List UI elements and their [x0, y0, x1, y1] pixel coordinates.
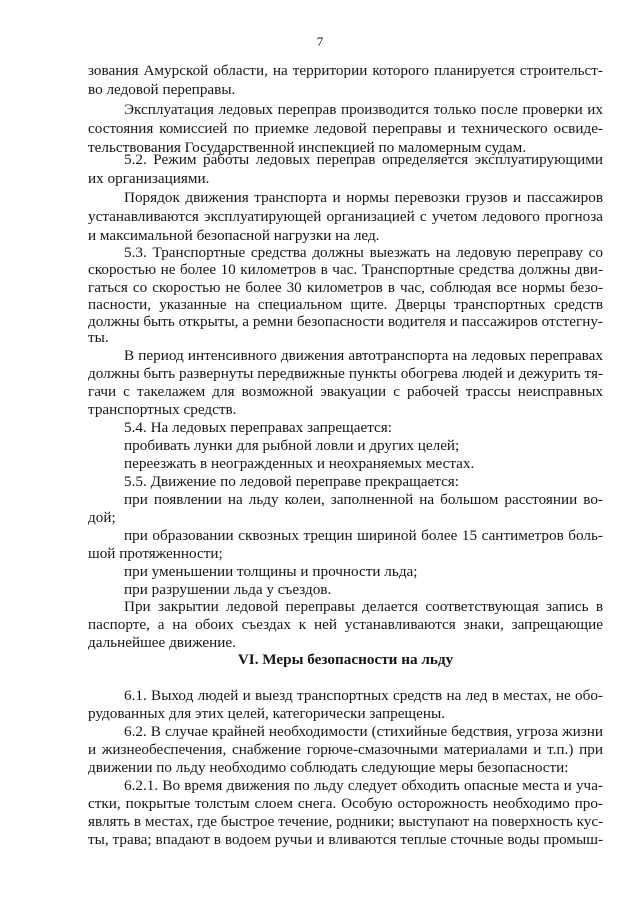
text-line: стки, покрытые толстым слоем снега. Особую осторожность необходимо про- [88, 795, 603, 812]
text-line: 5.5. Движение по ледовой переправе прекращается: [124, 473, 460, 490]
text-line: при уменьшении толщины и прочности льда; [124, 563, 418, 580]
text-line: и максимальной безопасной нагрузки на лед. [88, 227, 380, 244]
text-line: В период интенсивного движения автотранспорта на ледовых переправах [124, 347, 603, 364]
text-line: рудованных для этих целей, категорически запрещены. [88, 705, 445, 722]
text-line: состояния комиссией по приемке ледовой переправы и технического освиде- [88, 120, 603, 137]
section-heading: VI. Меры безопасности на льду [237, 651, 454, 668]
text-line: гаться со скоростью не более 30 километров в час, соблюдая все нормы безо- [88, 279, 603, 296]
text-line: при разрушении льда у съездов. [124, 581, 332, 598]
text-line: при образовании сквозных трещин шириной более 15 сантиметров боль- [124, 527, 603, 544]
text-line: Эксплуатация ледовых переправ производится только после проверки их [124, 101, 603, 118]
text-line: гачи с такелажем для возможной эвакуации с рабочей трассы неисправных [88, 383, 603, 400]
text-line: При закрытии ледовой переправы делается соответствующая запись в [124, 598, 603, 615]
text-line: при появлении на льду колеи, заполненной на большом расстоянии во- [124, 491, 603, 508]
text-line: транспортных средств. [88, 401, 237, 418]
text-line: их организациями. [88, 170, 210, 187]
text-line: дальнейшее движение. [88, 634, 236, 651]
text-line: 6.2. В случае крайней необходимости (стихийные бедствия, угроза жизни [124, 723, 603, 740]
text-line: являть в местах, где быстрое течение, родники; выступают на поверхность кус- [88, 813, 604, 830]
text-line: ты, трава; впадают в водоем ручьи и вливаются теплые сточные воды промыш- [88, 831, 603, 848]
text-line: зования Амурской области, на территории которого планируется строительст- [88, 62, 603, 79]
text-line: тельствования Государственной инспекцией по маломерным судам. [88, 139, 526, 156]
text-line: пасности, указанные на специальном щите. Дверцы транспортных средств [88, 296, 603, 313]
text-line: дой; [88, 509, 116, 526]
text-line: 6.2.1. Во время движения по льду следует обходить опасные места и уча- [124, 777, 603, 794]
text-line: должны быть открыты, а ремни безопасности водителя и пассажиров отстегну- [88, 313, 603, 330]
text-line: паспорте, а на обоих съездах к ней устанавливаются знаки, запрещающие [88, 616, 603, 633]
text-line: Порядок движения транспорта и нормы перевозки грузов и пассажиров [124, 189, 603, 206]
text-line: ты. [88, 329, 109, 346]
page-number: 7 [316, 34, 324, 49]
text-line: во ледовой переправы. [88, 81, 236, 98]
text-line: скоростью не более 10 километров в час. Транспортные средства должны дви- [88, 261, 603, 278]
text-line: и жизнеобеспечения, снабжение горюче-смазочными материалами и т.п.) при [88, 741, 603, 758]
text-line: пробивать лунки для рыбной ловли и других целей; [124, 437, 460, 454]
text-line: 6.1. Выход людей и выезд транспортных средств на лед в местах, не обо- [124, 687, 603, 704]
text-line: переезжать в неогражденных и неохраняемых местах. [124, 455, 475, 472]
text-line: должны быть развернуты передвижные пункты обогрева людей и дежурить тя- [88, 365, 603, 382]
text-line: устанавливаются эксплуатирующей организацией с учетом ледового прогноза [88, 208, 603, 225]
text-line: 5.2. Режим работы ледовых переправ определяется эксплуатирующими [124, 151, 603, 168]
text-line: движении по льду необходимо соблюдать следующие меры безопасности: [88, 759, 569, 776]
text-line: 5.3. Транспортные средства должны выезжать на ледовую переправу со [124, 244, 603, 261]
text-line: 5.4. На ледовых переправах запрещается: [124, 419, 393, 436]
text-line: шой протяженности; [88, 545, 223, 562]
